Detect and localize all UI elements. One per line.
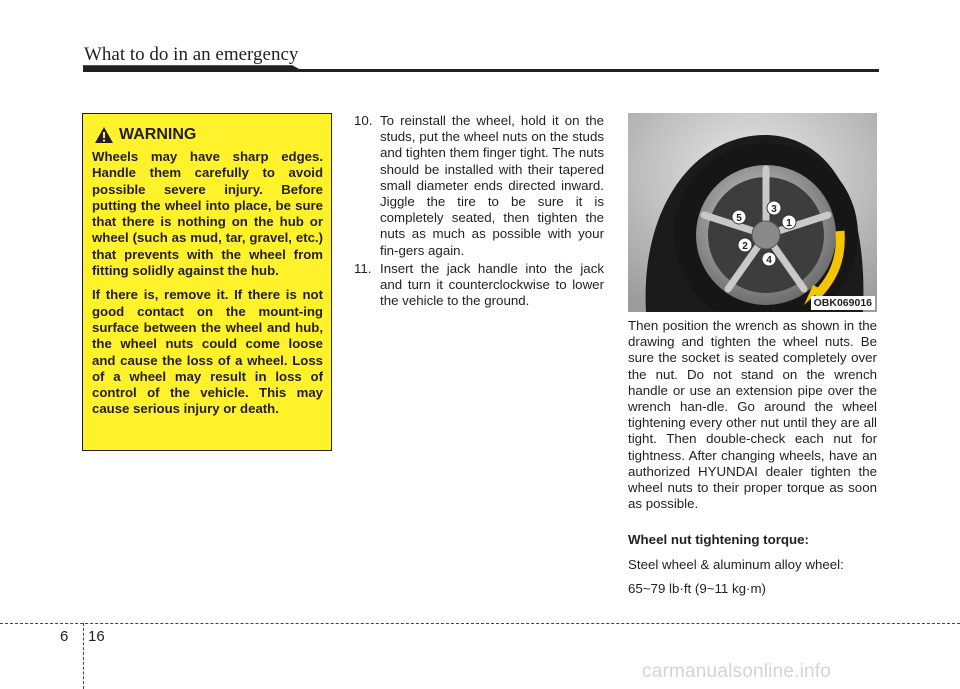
wrench-paragraph: Then position the wrench as shown in the drawing and tighten the wheel nuts. Be sure the socket is seated completely over the nut. Do not stand on the wrench handle or use an extension pipe over the wrench han-dle. Go around the wheel tightening every other nut until they are all tight. Then double-check each nut for tightness. After changing wheels, have an authorized HYUNDAI dealer tighten the wheel nuts to their proper torque as soon as possible. (628, 318, 877, 512)
step-10 (354, 113, 604, 259)
step-number: 10. (354, 113, 373, 128)
wheel-illustration (628, 113, 877, 312)
nut-label-1: 1 (786, 218, 792, 229)
page-number: 16 (88, 628, 105, 645)
step-number: 11. (354, 260, 372, 276)
figure-caption: OBK069016 (811, 296, 875, 310)
wheel-hub (752, 221, 780, 249)
warning-triangle-icon (94, 126, 114, 144)
steps-column (354, 113, 604, 311)
nut-label-3: 3 (771, 204, 777, 215)
warning-heading (92, 124, 323, 146)
watermark: carmanualsonline.info (642, 661, 832, 682)
footer-vertical-divider (83, 623, 84, 689)
section-title: What to do in an emergency (84, 44, 299, 65)
warning-paragraph-1: Wheels may have sharp edges. Handle them carefully to avoid possible severe injury. Before putting the wheel into place, be sure that there is nothing on the hub or wheel (such as mud, tar, gravel, etc.) that prevents with the wheel from fitting solidly against the hub. (92, 149, 323, 279)
footer-divider (0, 623, 960, 624)
warning-paragraph-2: If there is, remove it. If there is not good contact on the mount-ing surface between the wheel and hub, the wheel nuts could come loose and cause the loss of a wheel. Loss of a wheel may result in loss of control of the vehicle. This may cause serious injury or death. (92, 287, 323, 417)
step-text: To reinstall the wheel, hold it on the studs, put the wheel nuts on the studs and tighten them finger tight. The nuts should be installed with their tapered small diameter ends directed inward. Jiggle the tire to be sure it is completely seated, then tighten the nuts as much as possible with your fin-gers again. (380, 113, 604, 258)
instructions-column (628, 318, 877, 597)
torque-value: 65~79 lb·ft (9~11 kg·m) (628, 580, 766, 596)
nut-label-2: 2 (742, 241, 748, 252)
warning-box (82, 113, 332, 451)
header-rule (83, 69, 879, 72)
wheel-photo (628, 113, 877, 312)
torque-heading: Wheel nut tightening torque: (628, 532, 809, 548)
nut-label-5: 5 (736, 213, 742, 224)
step-11 (354, 261, 604, 310)
chapter-number: 6 (60, 628, 69, 645)
step-text: Insert the jack handle into the jack and turn it counterclockwise to lower the vehicle to the ground. (380, 260, 604, 309)
torque-wheel-type: Steel wheel & aluminum alloy wheel: (628, 556, 844, 572)
nut-label-4: 4 (766, 255, 772, 266)
warning-title: WARNING (119, 126, 197, 143)
